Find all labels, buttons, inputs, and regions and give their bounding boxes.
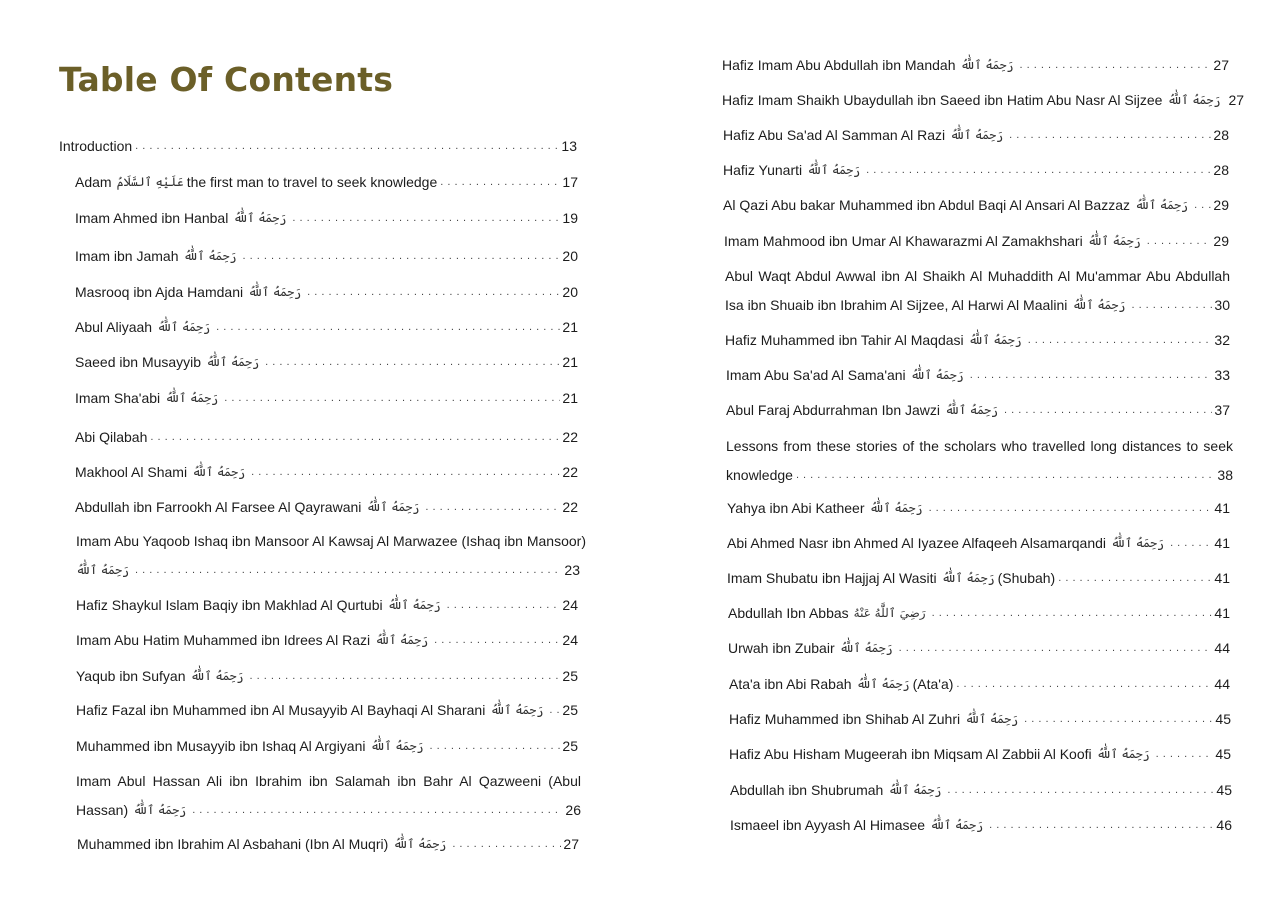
toc-entry[interactable] <box>75 462 578 482</box>
toc-entry-row <box>75 246 578 266</box>
toc-entry-row <box>729 744 1231 764</box>
toc-entry[interactable] <box>729 744 1231 764</box>
dot-leader <box>224 388 560 408</box>
toc-entry[interactable] <box>76 531 586 580</box>
toc-entry[interactable] <box>730 780 1232 800</box>
toc-entry-title: Abi Ahmed Nasr ibn Ahmed Al Iyazee Alfaqeeh Alsamarqandi <box>727 535 1107 551</box>
page-number: 21 <box>562 354 578 370</box>
honorific-calligraphy-icon: رَحِمَهُ ٱللَّٰهُ <box>375 633 429 647</box>
toc-entry[interactable] <box>727 498 1230 518</box>
honorific-calligraphy-icon: رَحِمَهُ ٱللَّٰهُ <box>233 211 287 225</box>
toc-entry[interactable] <box>75 497 578 517</box>
dot-leader <box>929 498 1213 518</box>
toc-entry-title: Imam Ahmed ibn Hanbal <box>75 210 229 226</box>
toc-entry-row <box>75 352 578 372</box>
toc-entry-title: Hassan) <box>76 802 129 818</box>
dot-leader <box>425 497 560 517</box>
page-number: 32 <box>1214 332 1230 348</box>
page-number: 27 <box>563 836 579 852</box>
toc-entry[interactable] <box>723 160 1229 180</box>
page-number: 45 <box>1215 746 1231 762</box>
dot-leader <box>1058 568 1212 588</box>
toc-entry-row <box>76 560 580 580</box>
toc-entry-title: Hafiz Imam Abu Abdullah ibn Mandah <box>722 57 956 73</box>
toc-entry[interactable] <box>75 282 578 302</box>
toc-entry-subtitle: (Shubah) <box>997 570 1056 586</box>
toc-entry[interactable] <box>75 388 578 408</box>
toc-entry[interactable] <box>59 136 577 156</box>
toc-entry-title: Muhammed ibn Musayyib ibn Ishaq Al Argiyani <box>76 738 366 754</box>
toc-entry[interactable] <box>727 533 1230 553</box>
honorific-calligraphy-icon: رَحِمَهُ ٱللَّٰهُ <box>960 58 1014 72</box>
honorific-calligraphy-icon: رَحِمَهُ ٱللَّٰهُ <box>945 403 999 417</box>
page-number: 41 <box>1214 605 1230 621</box>
page-number: 19 <box>562 210 578 226</box>
page-number: 30 <box>1214 297 1230 313</box>
honorific-calligraphy-icon: رَحِمَهُ ٱللَّٰهُ <box>888 783 942 797</box>
toc-entry-title: Muhammed ibn Ibrahim Al Asbahani (Ibn Al Muqri) <box>77 836 389 852</box>
toc-entry-row <box>728 603 1230 623</box>
page-number: 44 <box>1214 676 1230 692</box>
toc-entry-title: Urwah ibn Zubair <box>728 640 835 656</box>
toc-entry[interactable] <box>726 436 1233 485</box>
toc-entry-row <box>726 365 1230 385</box>
honorific-calligraphy-icon: رَحِمَهُ ٱللَّٰهُ <box>76 563 130 577</box>
dot-leader <box>447 595 561 615</box>
toc-entry-title: Hafiz Muhammed ibn Tahir Al Maqdasi <box>725 332 964 348</box>
page-number: 25 <box>562 702 578 718</box>
toc-entry[interactable] <box>729 709 1231 729</box>
toc-entry-row <box>726 465 1233 485</box>
toc-entry-row <box>726 400 1230 420</box>
toc-entry-title: Abi Qilabah <box>75 429 148 445</box>
dot-leader <box>1028 330 1213 350</box>
toc-entry-title: knowledge <box>726 467 793 483</box>
toc-entry[interactable] <box>75 352 578 372</box>
toc-entry[interactable] <box>730 815 1232 835</box>
toc-entry[interactable] <box>722 55 1229 75</box>
toc-entry-title: Hafiz Muhammed ibn Shihab Al Zuhri <box>729 711 961 727</box>
dot-leader <box>1156 744 1214 764</box>
dot-leader <box>430 736 561 756</box>
honorific-calligraphy-icon: رَحِمَهُ ٱللَّٰهُ <box>950 128 1004 142</box>
toc-entry[interactable] <box>76 700 578 720</box>
page-number: 28 <box>1213 127 1229 143</box>
dot-leader <box>989 815 1214 835</box>
toc-entry[interactable] <box>727 568 1230 588</box>
dot-leader <box>956 674 1212 694</box>
toc-entry-row <box>729 674 1230 694</box>
toc-entry-title: Imam Shubatu ibn Hajjaj Al Wasiti <box>727 570 937 586</box>
toc-entry-subtitle: (Ata'a) <box>912 676 954 692</box>
toc-entry[interactable] <box>76 666 578 686</box>
toc-entry-title: Masrooq ibn Ajda Hamdani <box>75 284 244 300</box>
toc-entry-row <box>76 595 578 615</box>
dot-leader <box>899 638 1213 658</box>
page-number: 20 <box>562 248 578 264</box>
dot-leader <box>1004 400 1212 420</box>
page-number: 29 <box>1213 233 1229 249</box>
honorific-calligraphy-icon: رَحِمَهُ ٱللَّٰهُ <box>183 249 237 263</box>
toc-entry-subtitle: the first man to travel to seek knowledge <box>186 174 438 190</box>
toc-entry[interactable] <box>729 674 1230 694</box>
dot-leader <box>265 352 560 372</box>
toc-entry-row <box>76 800 581 820</box>
page-number: 21 <box>562 319 578 335</box>
honorific-calligraphy-icon: رَحِمَهُ ٱللَّٰهُ <box>387 598 441 612</box>
honorific-calligraphy-icon: رَحِمَهُ ٱللَّٰهُ <box>910 368 964 382</box>
toc-entry-title-line: Imam Abu Yaqoob Ishaq ibn Mansoor Al Kawsaj Al Marwazee (Ishaq ibn Mansoor) <box>76 533 586 549</box>
dot-leader <box>1194 195 1211 215</box>
honorific-calligraphy-icon: رَحِمَهُ ٱللَّٰهُ <box>370 739 424 753</box>
dot-leader <box>243 246 561 266</box>
toc-entry-title: Introduction <box>59 138 133 154</box>
toc-entry-row <box>729 709 1231 729</box>
dot-leader <box>1020 55 1212 75</box>
toc-entry-title: Hafiz Shaykul Islam Baqiy ibn Makhlad Al Qurtubi <box>76 597 383 613</box>
page-number: 23 <box>564 562 580 578</box>
page-number: 24 <box>562 632 578 648</box>
toc-entry[interactable] <box>75 246 578 266</box>
dot-leader <box>307 282 560 302</box>
honorific-calligraphy-icon: رَحِمَهُ ٱللَّٰهُ <box>393 837 447 851</box>
honorific-calligraphy-icon: رَحِمَهُ ٱللَّٰهُ <box>1111 536 1165 550</box>
dot-leader <box>1147 231 1212 251</box>
honorific-calligraphy-icon: رَحِمَهُ ٱللَّٰهُ <box>366 500 420 514</box>
dot-leader <box>549 700 560 720</box>
toc-entry[interactable] <box>76 630 578 650</box>
toc-entry[interactable] <box>723 125 1229 145</box>
toc-entry-row <box>75 427 578 447</box>
toc-entry-title: Imam Abu Hatim Muhammed ibn Idrees Al Razi <box>76 632 371 648</box>
toc-entry-row <box>725 330 1230 350</box>
page-number: 41 <box>1214 535 1230 551</box>
page-number: 25 <box>562 668 578 684</box>
toc-entry[interactable] <box>75 172 578 192</box>
honorific-calligraphy-icon: رَحِمَهُ ٱللَّٰهُ <box>1072 298 1126 312</box>
toc-entry-row <box>727 533 1230 553</box>
page-number: 20 <box>562 284 578 300</box>
page-number: 22 <box>562 499 578 515</box>
toc-entry[interactable] <box>725 266 1230 315</box>
honorific-calligraphy-icon: رَحِمَهُ ٱللَّٰهُ <box>190 669 244 683</box>
toc-entry-title: Isa ibn Shuaib ibn Ibrahim Al Sijzee, Al Harwi Al Maalini <box>725 297 1068 313</box>
toc-entry[interactable] <box>723 195 1229 215</box>
toc-entry[interactable] <box>77 834 579 854</box>
toc-entry-row <box>727 498 1230 518</box>
toc-entry-title: Hafiz Abu Hisham Mugeerah ibn Miqsam Al Zabbii Al Koofi <box>729 746 1092 762</box>
dot-leader <box>796 465 1215 485</box>
toc-entry[interactable] <box>726 400 1230 420</box>
toc-entry-row <box>724 231 1229 251</box>
toc-entry[interactable] <box>728 638 1230 658</box>
toc-entry[interactable] <box>726 365 1230 385</box>
toc-entry-title: Imam Mahmood ibn Umar Al Khawarazmi Al Zamakhshari <box>724 233 1083 249</box>
toc-entry-title-line: Lessons from these stories of the scholars who travelled long distances to seek <box>726 438 1233 454</box>
toc-entry[interactable] <box>722 90 1245 110</box>
page-title: Table Of Contents <box>59 60 394 99</box>
toc-entry-row <box>730 780 1232 800</box>
toc-entry[interactable] <box>75 208 578 228</box>
toc-entry-row <box>75 208 578 228</box>
page-number: 41 <box>1214 500 1230 516</box>
dot-leader <box>1009 125 1211 145</box>
toc-entry-title: Ismaeel ibn Ayyash Al Himasee <box>730 817 926 833</box>
honorific-calligraphy-icon: رَحِمَهُ ٱللَّٰهُ <box>1167 93 1221 107</box>
honorific-calligraphy-icon: رَضِيَ ٱللَّٰهُ عَنْهُ <box>853 606 926 620</box>
honorific-calligraphy-icon: رَحِمَهُ ٱللَّٰهُ <box>490 703 544 717</box>
honorific-calligraphy-icon: رَحِمَهُ ٱللَّٰهُ <box>941 571 995 585</box>
right-page <box>640 0 1280 918</box>
dot-leader <box>440 172 560 192</box>
dot-leader <box>135 560 562 580</box>
honorific-calligraphy-icon: رَحِمَهُ ٱللَّٰهُ <box>206 355 260 369</box>
toc-entry-row <box>722 90 1245 110</box>
honorific-calligraphy-icon: رَحِمَهُ ٱللَّٰهُ <box>965 712 1019 726</box>
dot-leader <box>1170 533 1212 553</box>
toc-entry-row <box>75 172 578 192</box>
toc-entry-row <box>75 317 578 337</box>
page-number: 37 <box>1214 402 1230 418</box>
toc-entry[interactable] <box>76 595 578 615</box>
page-number: 29 <box>1213 197 1229 213</box>
dot-leader <box>250 666 561 686</box>
toc-entry[interactable] <box>728 603 1230 623</box>
page-number: 41 <box>1214 570 1230 586</box>
toc-entry-title: Ata'a ibn Abi Rabah <box>729 676 852 692</box>
page-number: 27 <box>1213 57 1229 73</box>
dot-leader <box>434 630 560 650</box>
honorific-calligraphy-icon: رَحِمَهُ ٱللَّٰهُ <box>1087 234 1141 248</box>
toc-entry-title: Abdullah ibn Farrookh Al Farsee Al Qayrawani <box>75 499 362 515</box>
honorific-calligraphy-icon: رَحِمَهُ ٱللَّٰهُ <box>248 285 302 299</box>
page-number: 22 <box>562 429 578 445</box>
toc-entry-title: Yahya ibn Abi Katheer <box>727 500 865 516</box>
toc-entry-title: Hafiz Imam Shaikh Ubaydullah ibn Saeed ibn Hatim Abu Nasr Al Sijzee <box>722 92 1163 108</box>
dot-leader <box>866 160 1211 180</box>
toc-entry-title-line: Imam Abul Hassan Ali ibn Ibrahim ibn Salamah ibn Bahr Al Qazweeni (Abul <box>76 773 581 789</box>
toc-entry-row <box>77 834 579 854</box>
toc-entry-row <box>725 295 1230 315</box>
toc-entry-row <box>730 815 1232 835</box>
honorific-calligraphy-icon: رَحِمَهُ ٱللَّٰهُ <box>1096 747 1150 761</box>
toc-entry-row <box>76 630 578 650</box>
toc-entry-title: Hafiz Fazal ibn Muhammed ibn Al Musayyib Al Bayhaqi Al Sharani <box>76 702 486 718</box>
toc-entry-row <box>59 136 577 156</box>
dot-leader <box>1131 295 1212 315</box>
page-number: 22 <box>562 464 578 480</box>
toc-entry[interactable] <box>76 736 578 756</box>
toc-entry-title: Hafiz Yunarti <box>723 162 803 178</box>
page-number: 25 <box>562 738 578 754</box>
dot-leader <box>970 365 1213 385</box>
honorific-calligraphy-icon: عَلَيْهِ ٱلسَّلَامُ <box>116 175 184 189</box>
dot-leader <box>216 317 560 337</box>
toc-entry-title: Saeed ibn Musayyib <box>75 354 202 370</box>
page-number: 13 <box>561 138 577 154</box>
toc-entry-title: Yaqub ibn Sufyan <box>76 668 186 684</box>
toc-entry[interactable] <box>75 427 578 447</box>
honorific-calligraphy-icon: رَحِمَهُ ٱللَّٰهُ <box>192 465 246 479</box>
toc-entry-title: Imam Abu Sa'ad Al Sama'ani <box>726 367 906 383</box>
toc-entry-row <box>75 497 578 517</box>
honorific-calligraphy-icon: رَحِمَهُ ٱللَّٰهُ <box>869 501 923 515</box>
toc-entry-row <box>728 638 1230 658</box>
toc-entry-title: Imam Sha'abi <box>75 390 161 406</box>
honorific-calligraphy-icon: رَحِمَهُ ٱللَّٰهُ <box>157 320 211 334</box>
page-number: 45 <box>1215 711 1231 727</box>
toc-entry-title: Adam <box>75 174 112 190</box>
page-number: 26 <box>565 802 581 818</box>
toc-entry-row <box>76 666 578 686</box>
dot-leader <box>947 780 1214 800</box>
toc-entry-row <box>75 388 578 408</box>
toc-entry-title: Hafiz Abu Sa'ad Al Samman Al Razi <box>723 127 946 143</box>
dot-leader <box>1024 709 1213 729</box>
toc-entry-row <box>75 282 578 302</box>
toc-entry-title: Abdullah ibn Shubrumah <box>730 782 884 798</box>
honorific-calligraphy-icon: رَحِمَهُ ٱللَّٰهُ <box>839 641 893 655</box>
honorific-calligraphy-icon: رَحِمَهُ ٱللَّٰهُ <box>807 163 861 177</box>
honorific-calligraphy-icon: رَحِمَهُ ٱللَّٰهُ <box>856 677 910 691</box>
dot-leader <box>292 208 560 228</box>
toc-entry-row <box>722 55 1229 75</box>
toc-entry-title: Abul Aliyaah <box>75 319 153 335</box>
toc-entry-title: Imam ibn Jamah <box>75 248 179 264</box>
honorific-calligraphy-icon: رَحِمَهُ ٱللَّٰهُ <box>930 818 984 832</box>
toc-entry-row <box>76 736 578 756</box>
toc-entry-row <box>723 195 1229 215</box>
page-number: 45 <box>1216 782 1232 798</box>
toc-entry-title-line: Abul Waqt Abdul Awwal ibn Al Shaikh Al Muhaddith Al Mu'ammar Abu Abdullah <box>725 268 1230 284</box>
toc-entry[interactable] <box>724 231 1229 251</box>
page-number: 28 <box>1213 162 1229 178</box>
dot-leader <box>192 800 563 820</box>
dot-leader <box>150 427 560 447</box>
page-number: 17 <box>562 174 578 190</box>
toc-entry[interactable] <box>75 317 578 337</box>
page-number: 33 <box>1214 367 1230 383</box>
toc-entry[interactable] <box>76 771 581 820</box>
dot-leader <box>452 834 561 854</box>
page-number: 38 <box>1217 467 1233 483</box>
dot-leader <box>932 603 1213 623</box>
toc-entry-row <box>727 568 1230 588</box>
honorific-calligraphy-icon: رَحِمَهُ ٱللَّٰهُ <box>1135 198 1189 212</box>
page-number: 27 <box>1228 92 1245 108</box>
page-number: 44 <box>1214 640 1230 656</box>
toc-entry-row <box>723 125 1229 145</box>
toc-entry[interactable] <box>725 330 1230 350</box>
honorific-calligraphy-icon: رَحِمَهُ ٱللَّٰهُ <box>133 803 187 817</box>
dot-leader <box>251 462 560 482</box>
toc-entry-title: Abdullah Ibn Abbas <box>728 605 849 621</box>
honorific-calligraphy-icon: رَحِمَهُ ٱللَّٰهُ <box>968 333 1022 347</box>
dot-leader <box>135 136 559 156</box>
honorific-calligraphy-icon: رَحِمَهُ ٱللَّٰهُ <box>165 391 219 405</box>
toc-entry-title: Makhool Al Shami <box>75 464 188 480</box>
toc-entry-title: Abul Faraj Abdurrahman Ibn Jawzi <box>726 402 940 418</box>
toc-entry-row <box>75 462 578 482</box>
toc-entry-row <box>723 160 1229 180</box>
page-number: 21 <box>562 390 578 406</box>
toc-entry-title: Al Qazi Abu bakar Muhammed ibn Abdul Baqi Al Ansari Al Bazzaz <box>723 197 1131 213</box>
page-number: 24 <box>562 597 578 613</box>
toc-entry-row <box>76 700 578 720</box>
page-number: 46 <box>1216 817 1232 833</box>
